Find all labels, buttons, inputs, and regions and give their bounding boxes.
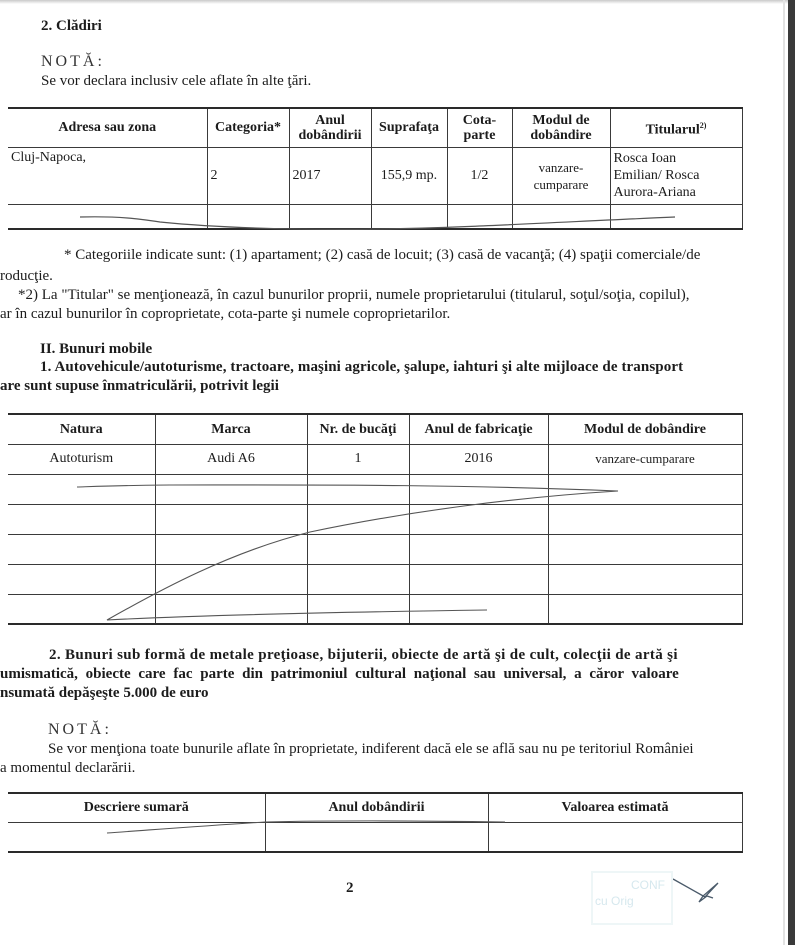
table-row-empty (8, 534, 742, 564)
header-modul-dobandire: Modul de dobândire (548, 414, 742, 444)
bunuri-pretioase-table (8, 792, 743, 853)
cell-anul: 2016 (409, 444, 548, 474)
cell-anul: 2017 (289, 147, 371, 204)
cell-suprafata: 155,9 mp. (371, 147, 447, 204)
header-cota: Cota- parte (447, 108, 512, 147)
table-row-empty (8, 504, 742, 534)
nota-text-2-cont: a momentul declarării. (0, 760, 136, 776)
cell-natura: Autoturism (8, 444, 155, 474)
header-categoria: Categoria* (207, 108, 289, 147)
section-title-cladiri: 2. Clădiri (41, 18, 102, 34)
cell-categoria: 2 (207, 147, 289, 204)
cell-marca: Audi A6 (155, 444, 307, 474)
header-descriere: Descriere sumară (8, 793, 265, 822)
table-row-empty (8, 564, 742, 594)
autovehicule-table (8, 413, 743, 625)
footnote-categorii: * Categoriile indicate sunt: (1) apartament; (2) casă de locuit; (3) casă de vacanţă; (4) spaţii comerciale/de (64, 247, 701, 263)
footnote-categorii-cont: roducţie. (0, 268, 53, 284)
subsection-bunuri-pretioase-cont2: nsumată depăşeşte 5.000 de euro (0, 685, 209, 701)
header-anul-fabricatie: Anul de fabricaţie (409, 414, 548, 444)
footnote-titular: *2) La "Titular" se menţionează, în cazul bunurilor proprii, numele proprietarului (titularul, soţul/soţia, copilul), (18, 287, 690, 303)
scan-border (788, 0, 795, 945)
table-row-empty (8, 594, 742, 624)
subsection-bunuri-pretioase: 2. Bunuri sub formă de metale preţioase, bijuterii, obiecte de artă şi de cult, colecţii de artă şi (49, 647, 678, 663)
table-header-row (8, 414, 742, 444)
nota-label: NOTĂ: (41, 53, 105, 70)
table-header-row (8, 793, 742, 822)
nota-label-2: NOTĂ: (48, 721, 112, 738)
nota-text: Se vor declara inclusiv cele aflate în alte ţări. (41, 73, 312, 89)
signature-icon (673, 879, 718, 902)
header-adresa: Adresa sau zona (8, 108, 207, 147)
subsection-autovehicule-cont: are sunt supuse înmatriculării, potrivit legii (0, 378, 279, 394)
header-modul: Modul de dobândire (512, 108, 610, 147)
section-title-bunuri-mobile: II. Bunuri mobile (40, 341, 153, 357)
table-header-row (8, 108, 742, 147)
header-nr-bucati: Nr. de bucăţi (307, 414, 409, 444)
subsection-bunuri-pretioase-cont: umismatică, obiecte care fac parte din patrimoniul cultural naţional sau universal, a căror valoare (0, 666, 679, 682)
nota-text-2: Se vor menţiona toate bunurile aflate în proprietate, indiferent dacă ele se află sau nu pe teritoriul României (48, 741, 694, 757)
cell-cota: 1/2 (447, 147, 512, 204)
subsection-autovehicule: 1. Autovehicule/autoturisme, tractoare, maşini agricole, şalupe, iahturi şi alte mijloace de transport (40, 359, 684, 375)
table-row-empty (8, 474, 742, 504)
table-row-empty (8, 204, 742, 229)
header-suprafata: Suprafaţa (371, 108, 447, 147)
cell-modul: vanzare- cumparare (512, 147, 610, 204)
conform-stamp: CONF cu Orig (591, 871, 673, 925)
header-natura: Natura (8, 414, 155, 444)
header-titular: Titularul$^{2)}$ (610, 108, 742, 147)
cell-nr: 1 (307, 444, 409, 474)
header-anul-dobandirii: Anul dobândirii (265, 793, 488, 822)
header-marca: Marca (155, 414, 307, 444)
table-row-empty (8, 822, 742, 852)
cell-titular: Rosca Ioan Emilian/ Rosca Aurora-Ariana (610, 147, 742, 204)
table-row (8, 147, 742, 204)
header-valoarea: Valoarea estimată (488, 793, 742, 822)
cell-adresa: Cluj-Napoca, (8, 147, 207, 204)
cell-modul: vanzare-cumparare (548, 444, 742, 474)
footnote-titular-cont: ar în cazul bunurilor în coproprietate, cota-parte şi numele coproprietarilor. (0, 306, 451, 322)
table-row (8, 444, 742, 474)
header-anul: Anul dobândirii (289, 108, 371, 147)
page-number: 2 (346, 880, 354, 896)
cladiri-table (8, 107, 743, 230)
page-edge (783, 0, 785, 945)
scan-top-shadow (0, 0, 795, 4)
